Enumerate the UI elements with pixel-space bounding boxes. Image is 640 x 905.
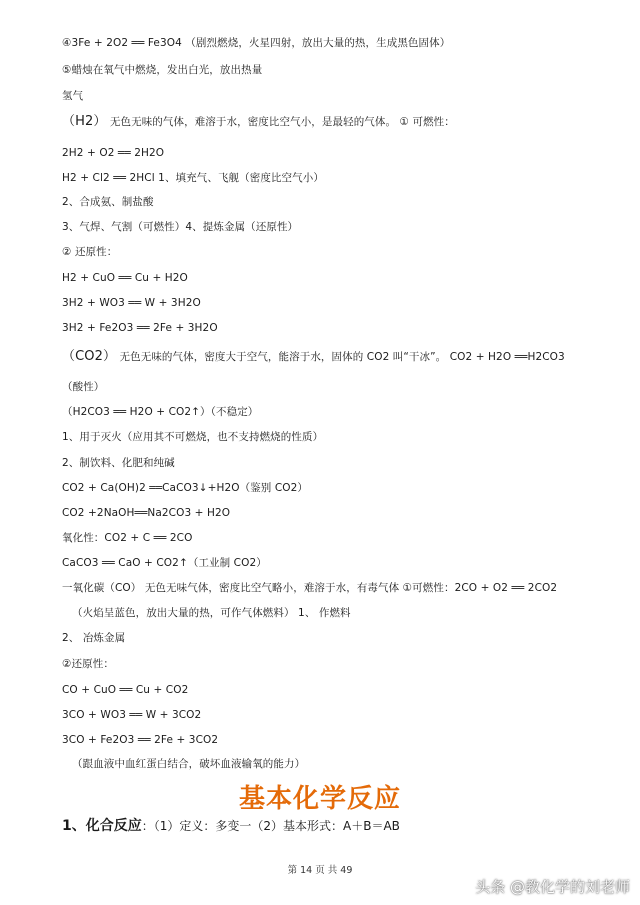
text-line: 氢气 bbox=[62, 90, 84, 102]
text-line: ④3Fe + 2O2 ══ Fe3O4 （剧烈燃烧，火星四射，放出大量的热，生成黑色固体） bbox=[62, 37, 451, 49]
text-line: 3CO + Fe2O3 ══ 2Fe + 3CO2 bbox=[62, 734, 219, 746]
text-line: ⑤蜡烛在氧气中燃烧，发出白光，放出热量 bbox=[62, 64, 263, 76]
text-line: （H2CO3 ══ H2O + CO2↑）（不稳定） bbox=[62, 406, 259, 418]
page-footer: 第 14 页 共 49 bbox=[287, 865, 353, 876]
text-line: （火焰呈蓝色，放出大量的热，可作气体燃料） 1、 作燃料 bbox=[72, 607, 351, 619]
co2-description: 无色无味的气体，密度大于空气，能溶于水，固体的 CO2 叫“干冰”。 CO2 + H2O ══H2CO3 bbox=[116, 351, 565, 363]
text-line: H2 + Cl2 ══ 2HCl 1、填充气、飞舰（密度比空气小） bbox=[62, 172, 324, 184]
co2-header-line bbox=[62, 350, 565, 364]
text-line: 一氧化碳（CO） 无色无味气体，密度比空气略小，难溶于水，有毒气体 ①可燃性：2CO + O2 ══ 2CO2 bbox=[62, 582, 558, 594]
co2-formula: （CO2） bbox=[62, 349, 117, 364]
watermark: 头条 @教化学的刘老师 bbox=[475, 878, 630, 896]
text-line: ② 还原性： bbox=[62, 246, 118, 258]
text-line: 1、用于灭火（应用其不可燃烧，也不支持燃烧的性质） bbox=[62, 431, 324, 443]
text-line: （跟血液中血红蛋白结合，破坏血液输氧的能力） bbox=[72, 758, 306, 770]
text-line: （酸性） bbox=[62, 381, 105, 393]
text-line: 氧化性：CO2 + C ══ 2CO bbox=[62, 532, 193, 544]
text-line: H2 + CuO ══ Cu + H2O bbox=[62, 272, 188, 284]
hydrogen-description: 无色无味的气体，难溶于水，密度比空气小，是最轻的气体。 ① 可燃性： bbox=[106, 116, 455, 128]
hydrogen-formula: （H2） bbox=[62, 114, 107, 129]
subsection-line bbox=[62, 818, 400, 834]
text-line: CaCO3 ══ CaO + CO2↑（工业制 CO2） bbox=[62, 557, 267, 569]
subsection-heading: 1、化合反应 bbox=[62, 818, 142, 834]
text-line: 2、 冶炼金属 bbox=[62, 632, 126, 644]
text-line: 3H2 + WO3 ══ W + 3H2O bbox=[62, 297, 201, 309]
text-line: CO2 +2NaOH══Na2CO3 + H2O bbox=[62, 507, 231, 519]
hydrogen-header-line bbox=[62, 115, 455, 129]
text-line: 2、合成氨、制盐酸 bbox=[62, 196, 154, 208]
section-title: 基本化学反应 bbox=[238, 784, 401, 814]
text-line: 3CO + WO3 ══ W + 3CO2 bbox=[62, 709, 202, 721]
text-line: CO2 + Ca(OH)2 ══CaCO3↓+H2O（鉴别 CO2） bbox=[62, 482, 309, 494]
text-line: 3、气焊、气割（可燃性）4、提炼金属（还原性） bbox=[62, 221, 299, 233]
text-line: CO + CuO ══ Cu + CO2 bbox=[62, 684, 189, 696]
text-line: ②还原性： bbox=[62, 658, 114, 670]
text-line: 3H2 + Fe2O3 ══ 2Fe + 3H2O bbox=[62, 322, 218, 334]
subsection-text: ：（1）定义：多变一（2）基本形式：A＋B＝AB bbox=[141, 819, 400, 833]
text-line: 2、制饮料、化肥和纯碱 bbox=[62, 457, 175, 469]
text-line: 2H2 + O2 ══ 2H2O bbox=[62, 147, 165, 159]
